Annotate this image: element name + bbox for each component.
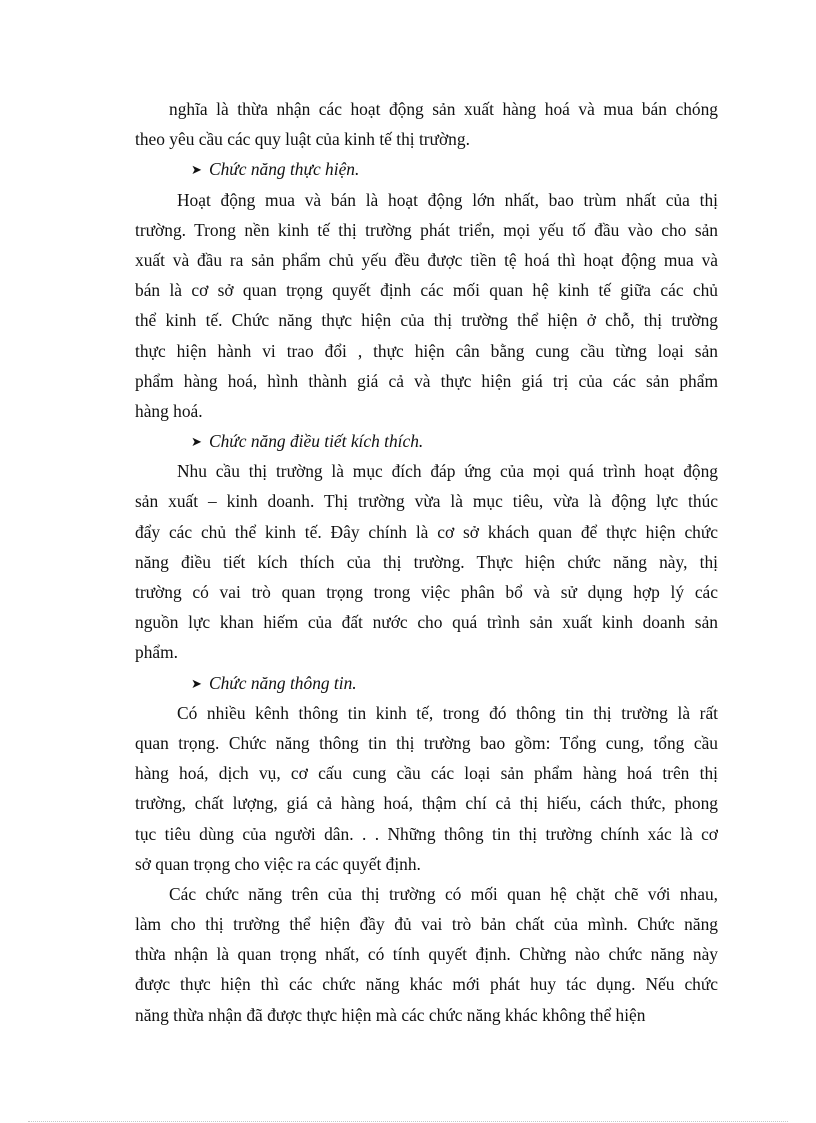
paragraph-line: làm cho thị trường thể hiện đầy đủ vai trò bản chất của mình. Chức năng (135, 914, 718, 935)
section-heading-text: Chức năng thực hiện. (209, 159, 360, 180)
paragraph-line: tục tiêu dùng của người dân. . . Những thông tin thị trường chính xác là cơ (135, 823, 718, 844)
section-heading (135, 668, 718, 698)
paragraph-line: theo yêu cầu các quy luật của kinh tế thị trường. (135, 129, 470, 150)
section-heading-text: Chức năng thông tin. (209, 672, 357, 693)
arrow-bullet-icon: ➤ (191, 434, 202, 450)
paragraph-line: thể kinh tế. Chức năng thực hiện của thị trường thể hiện ở chỗ, thị trường (135, 310, 718, 331)
paragraph-line: sản xuất – kinh doanh. Thị trường vừa là mục tiêu, vừa là động lực thúc (135, 491, 718, 512)
paragraph-line: Hoạt động mua và bán là hoạt động lớn nhất, bao trùm nhất của thị (177, 189, 718, 210)
paragraph-line: Các chức năng trên của thị trường có mối quan hệ chặt chẽ với nhau, (169, 883, 718, 904)
section-heading-text: Chức năng điều tiết kích thích. (209, 431, 424, 452)
paragraph-line: trường có vai trò quan trọng trong việc phân bổ và sử dụng hợp lý các (135, 582, 718, 602)
paragraph-line: hàng hoá. (135, 400, 203, 421)
paragraph-line: trường. Trong nền kinh tế thị trường phát triển, mọi yếu tố đầu vào cho sản (135, 219, 718, 240)
paragraph-line: Có nhiều kênh thông tin kinh tế, trong đó thông tin thị trường là rất (177, 702, 718, 723)
paragraph-line: hàng hoá, dịch vụ, cơ cấu cung cầu các loại sản phẩm hàng hoá trên thị (135, 763, 718, 784)
paragraph-line: năng thừa nhận đã được thực hiện mà các chức năng khác không thể hiện (135, 1004, 646, 1025)
paragraph-line: xuất và đầu ra sản phẩm chủ yếu đều được tiền tệ hoá thì hoạt động mua và (135, 249, 718, 270)
document-body (135, 94, 718, 1030)
paragraph-line: thực hiện hành vi trao đổi , thực hiện cân bằng cung cầu từng loại sản (135, 340, 718, 361)
paragraph-line: bán là cơ sở quan trọng quyết định các mối quan hệ kinh tế giữa các chủ (135, 280, 718, 301)
paragraph-line: trường, chất lượng, giá cả hàng hoá, thậm chí cả thị hiếu, cách thức, phong (135, 793, 718, 814)
arrow-bullet-icon: ➤ (191, 162, 202, 178)
section-heading (135, 426, 718, 456)
paragraph-line: được thực hiện thì các chức năng khác mới phát huy tác dụng. Nếu chức (135, 974, 718, 995)
paragraph-line: Nhu cầu thị trường là mục đích đáp ứng của mọi quá trình hoạt động (177, 461, 718, 482)
paragraph-line: phẩm. (135, 642, 178, 663)
paragraph-line: nguồn lực khan hiếm của đất nước cho quá trình sản xuất kinh doanh sản (135, 612, 718, 633)
paragraph-line: nghĩa là thừa nhận các hoạt động sản xuất hàng hoá và mua bán chóng (169, 99, 718, 119)
paragraph-line: phẩm hàng hoá, hình thành giá cả và thực hiện giá trị của các sản phẩm (135, 370, 718, 391)
paragraph-line: đẩy các chủ thể kinh tế. Đây chính là cơ sở khách quan để thực hiện chức (135, 521, 718, 542)
paragraph-line: năng điều tiết kích thích của thị trường. Thực hiện chức năng này, thị (135, 551, 718, 572)
paragraph-line: quan trọng. Chức năng thông tin thị trường bao gồm: Tổng cung, tổng cầu (135, 732, 718, 753)
paragraph-line: thừa nhận là quan trọng nhất, có tính quyết định. Chừng nào chức năng này (135, 944, 718, 965)
arrow-bullet-icon: ➤ (191, 675, 202, 691)
section-heading (135, 154, 718, 184)
page-bottom-divider (28, 1121, 788, 1122)
paragraph-line: sở quan trọng cho việc ra các quyết định. (135, 853, 421, 874)
